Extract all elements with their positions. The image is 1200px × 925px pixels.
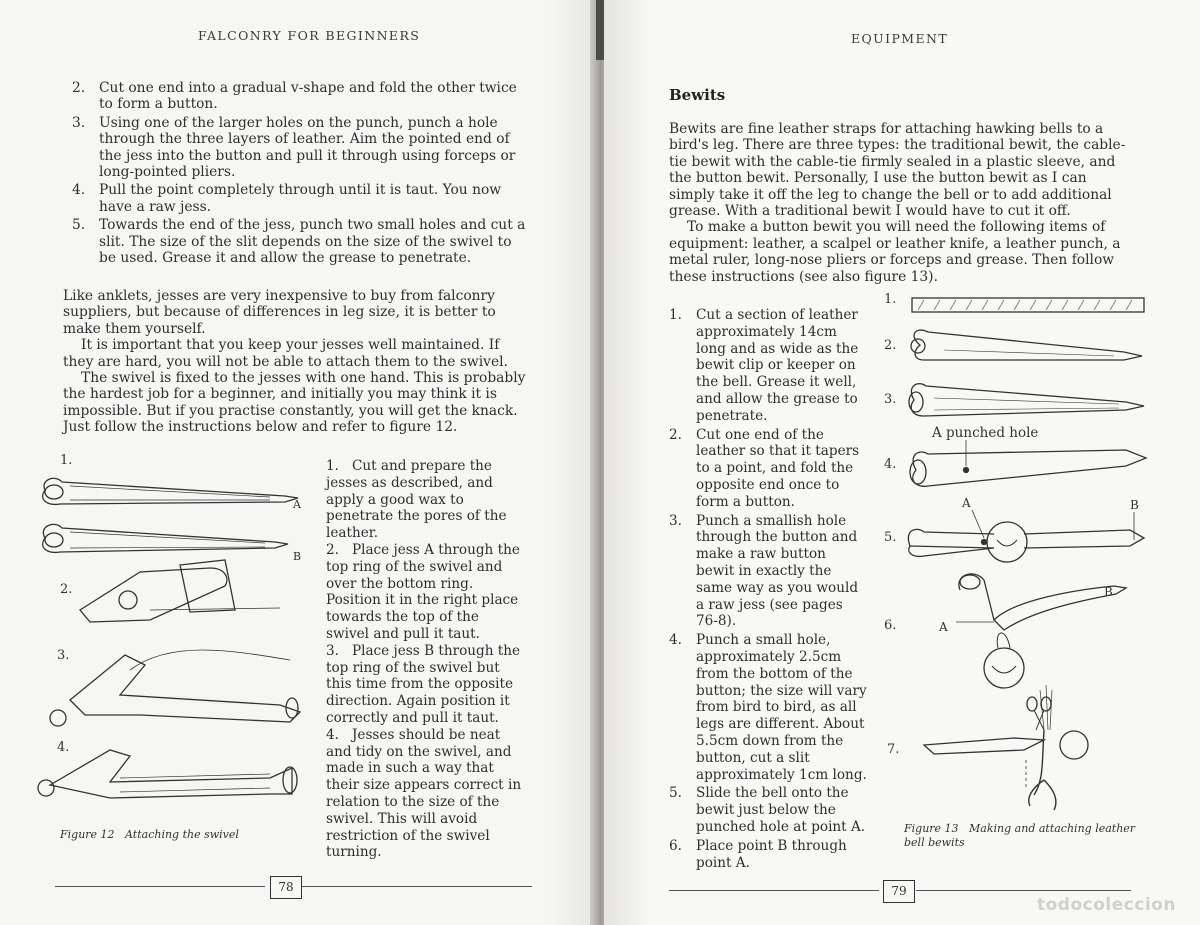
paragraph: The swivel is fixed to the jesses with one hand. This is probably the hardest job for a beginner, and initially you may think it is impossible. But if you practise constantly, you will get the knack. Just follow the instructions below and refer to figure 12. — [63, 370, 526, 436]
figure-label: 2. — [60, 582, 73, 597]
figure-13-caption — [904, 822, 1144, 850]
step-text: Jesses should be neat and tidy on the swivel, and made in such a way that their size appears correct in relation to the size of the swivel. This will avoid restriction of the swivel turning. — [326, 726, 522, 861]
paragraph: To make a button bewit you will need the following items of equipment: leather, a scalpel or leather knife, a leather punch, a metal ruler, long-nose pliers or forceps and grease. Then follow these instructions (see also figure 13). — [669, 219, 1121, 285]
figure-label: A — [293, 498, 301, 511]
figure-label: 6. — [884, 618, 897, 633]
steps-list-left — [72, 80, 532, 268]
step-number: 1. — [669, 307, 682, 323]
step-text: Cut a section of leather approximately 14cm long and as wide as the bewit clip or keeper on the bell. Grease it well, and allow the grease to penetrate. — [696, 307, 859, 424]
step-text: Cut one end into a gradual v-shape and fold the other twice to form a button. — [99, 80, 517, 113]
figure-number: Figure 12 — [60, 828, 115, 841]
figure-label: 3. — [884, 392, 897, 407]
running-head-right: EQUIPMENT — [851, 31, 949, 46]
page-number: 79 — [883, 880, 915, 903]
step-text: Towards the end of the jess, punch two small holes and cut a slit. The size of the slit depends on the size of the swivel to be used. Grease it and allow the grease to penetrate. — [99, 217, 526, 267]
step-text: Place point B through point A. — [696, 837, 847, 871]
step-text: Cut and prepare the jesses as described, and apply a good wax to penetrate the pores of the leather. — [326, 458, 507, 542]
step-text: Pull the point completely through until it is taut. You now have a raw jess. — [99, 182, 502, 215]
figure-label: 5. — [884, 530, 897, 545]
step-number: 4. — [72, 182, 86, 199]
step-text: Cut one end of the leather so that it tapers to a point, and fold the opposite end once to form a button. — [696, 426, 860, 510]
step-number: 3. — [72, 114, 86, 131]
left-page — [0, 0, 596, 925]
list-item — [72, 182, 532, 215]
watermark: todocoleccion — [1036, 895, 1176, 915]
list-item — [669, 513, 867, 631]
figure-label: 7. — [887, 742, 900, 757]
step-text: Place jess B through the top ring of the swivel but this time from the opposite direction. Again position it correctly and pull it taut. — [326, 642, 521, 726]
list-item — [669, 785, 867, 835]
figure-label: 1. — [60, 453, 73, 468]
footer-rule — [916, 890, 1131, 891]
body-text-right — [669, 121, 1131, 285]
figure-12-caption — [60, 828, 239, 841]
figure-label: 3. — [57, 648, 70, 663]
step-text: Punch a smallish hole through the button and make a raw button bewit in exactly the same way as you would a raw jess (see pages 76-8). — [696, 512, 859, 630]
step-number: 5. — [72, 217, 86, 234]
step-number: 4. — [669, 632, 682, 649]
paragraph: It is important that you keep your jesses well maintained. If they are hard, you will not be able to attach them to the swivel. — [63, 337, 508, 370]
footer-rule — [669, 890, 879, 891]
list-item — [669, 427, 867, 511]
step-number: 4. — [326, 726, 339, 743]
list-item — [72, 217, 532, 266]
step-text: Punch a small hole, approximately 2.5cm from the bottom of the button; the size will vary from bird to bird, as all legs are different. About 5.5cm down from the button, cut a slit approximately 1cm long. — [696, 632, 867, 783]
figure-number: Figure 13 — [904, 822, 959, 835]
list-item — [669, 632, 867, 783]
paragraph: Bewits are fine leather straps for attaching hawking bells to a bird's leg. There are three types: the traditional bewit, the cable-tie bewit with the cable-tie firmly sealed in a plastic sleeve, and the button bewit. Personally, I use the button bewit as I can simply take it off the leg to change the bell or to add additional grease. With a traditional bewit I would have to cut it off. — [669, 121, 1126, 220]
right-page — [604, 0, 1200, 925]
list-item — [669, 307, 867, 425]
step-number: 3. — [326, 642, 339, 659]
steps-list-right — [669, 307, 867, 873]
figure-title: Attaching the swivel — [125, 828, 239, 841]
figure-12-steps — [326, 458, 524, 861]
figure-label: B — [1104, 585, 1113, 599]
paragraph: Like anklets, jesses are very inexpensive to buy from falconry suppliers, but because of differences in leg size, it is better to make them yourself. — [63, 288, 496, 337]
figure-label: 4. — [884, 457, 897, 472]
book-gutter-shadow — [596, 0, 604, 60]
step-text: Using one of the larger holes on the punch, punch a hole through the three layers of leather. Aim the pointed end of the jess into the button and pull it through using forceps or long-pointed pliers. — [99, 114, 516, 181]
figure-label: 1. — [884, 292, 897, 307]
step-number: 3. — [669, 512, 682, 529]
step-number: 2. — [669, 426, 682, 443]
running-head-left: FALCONRY FOR BEGINNERS — [198, 28, 421, 43]
step-text: Slide the bell onto the bewit just below the punched hole at point A. — [696, 785, 866, 835]
figure-label: A — [962, 496, 971, 510]
figure-label: A punched hole — [932, 425, 1039, 441]
page-number: 78 — [270, 876, 302, 899]
list-item — [326, 458, 524, 542]
list-item — [72, 115, 532, 181]
list-item — [326, 542, 524, 643]
step-number: 6. — [669, 837, 682, 854]
figure-title: Making and attaching leather bell bewits — [904, 822, 1136, 849]
list-item — [326, 643, 524, 727]
swivel-drawings — [30, 460, 300, 840]
figure-label: A — [939, 620, 948, 634]
step-number: 1. — [326, 458, 339, 474]
list-item — [72, 80, 532, 113]
figure-label: B — [1130, 498, 1139, 512]
section-heading: Bewits — [669, 86, 726, 104]
footer-rule — [55, 886, 265, 887]
figure-label: 4. — [57, 740, 70, 755]
body-text-left — [63, 288, 529, 436]
step-number: 2. — [326, 541, 339, 558]
figure-label: B — [293, 550, 302, 563]
list-item — [326, 727, 524, 861]
step-number: 2. — [72, 80, 86, 96]
step-number: 5. — [669, 785, 682, 802]
step-text: Place jess A through the top ring of the swivel and over the bottom ring. Position it in the right place towards the top of the swivel and pull it taut. — [326, 541, 520, 642]
footer-rule — [302, 886, 532, 887]
figure-label: 2. — [884, 338, 897, 353]
bewit-drawings — [894, 290, 1154, 830]
list-item — [669, 838, 867, 872]
